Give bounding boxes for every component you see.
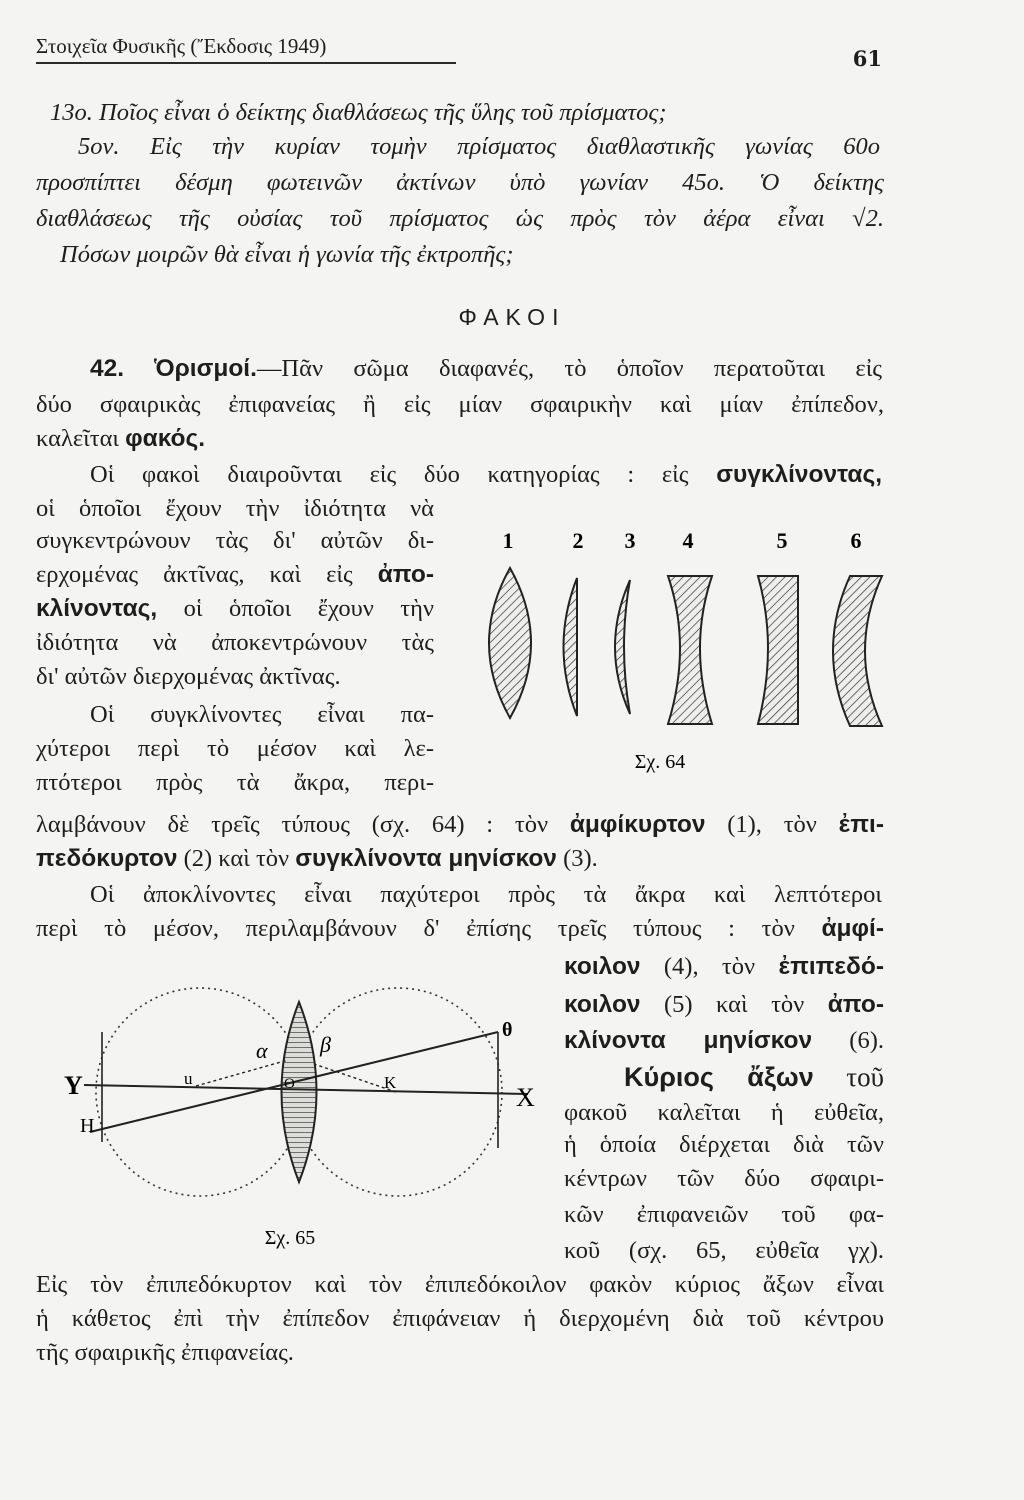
label-alpha: α — [256, 1038, 268, 1063]
label-o: O — [284, 1076, 295, 1092]
categories-line-6: ἰδιότητα νὰ ἀποκεντρώνουν τὰς — [36, 629, 434, 656]
term-diverging-part1: ἀπο- — [377, 561, 435, 588]
definition-line-2: δύο σφαιρικὰς ἐπιφανείας ἢ εἰς μίαν σφαιρικὴν καὶ μίαν ἐπίπεδον, — [36, 391, 884, 418]
sphere-circle-left — [96, 988, 304, 1196]
lens-planoconcave — [758, 576, 798, 724]
diverging-text-5: (6). — [849, 1027, 884, 1054]
biconvex-lens — [282, 1002, 317, 1182]
term-planoconvex-part1: ἐπι- — [838, 811, 885, 838]
figure-64 — [470, 518, 890, 778]
axis-line-5: κῶν ἐπιφανειῶν τοῦ φα- — [564, 1201, 884, 1228]
header-title: Στοιχεῖα Φυσικῆς (Ἔκδοσις 1949) — [36, 34, 327, 58]
diverging-line-2 — [36, 914, 884, 944]
exercise-5-line-4: Πόσων μοιρῶν θὰ εἶναι ἡ γωνία τῆς ἐκτροπῆς; — [60, 241, 514, 268]
label-theta: θ — [502, 1019, 513, 1041]
lens-number-2: 2 — [572, 528, 584, 553]
categories-text-4: ερχομένας ἀκτῖνας, καὶ εἰς — [36, 561, 353, 588]
categories-text-1: Οἱ φακοὶ διαιροῦνται εἰς δύο κατηγορίας : εἰς — [90, 461, 689, 488]
converging-line-3: πτότεροι πρὸς τὰ ἄκρα, περι- — [36, 769, 434, 796]
definition-number: 42. — [90, 355, 125, 382]
final-line-3: τῆς σφαιρικῆς ἐπιφανείας. — [36, 1339, 294, 1366]
converging-line-2: χύτεροι περὶ τὸ μέσον καὶ λε- — [36, 735, 434, 762]
final-line-1: Εἰς τὸν ἐπιπεδόκυρτον καὶ τὸν ἐπιπεδόκοιλον φακὸν κύριος ἄξων εἶναι — [36, 1271, 884, 1298]
term-diverging-meniscus-part2: κλίνοντα μηνίσκον — [564, 1027, 813, 1054]
term-converging-meniscus: συγκλίνοντα μηνίσκον — [295, 845, 557, 872]
axis-line-1 — [624, 1062, 884, 1092]
categories-line-4 — [36, 560, 434, 590]
lens-number-1: 1 — [502, 528, 514, 553]
lens-number-3: 3 — [624, 528, 636, 553]
term-planoconvex-part2: πεδόκυρτον — [36, 845, 178, 872]
figure-65-caption: Σχ. 65 — [264, 1227, 316, 1249]
exercise-5-line-1: 5ον. Εἰς τὴν κυρίαν τομὴν πρίσματος διαθλαστικῆς γωνίας 60ο — [78, 133, 880, 160]
definition-text-3: καλεῖται — [36, 425, 119, 452]
diverging-text-4: (5) καὶ τὸν — [664, 991, 805, 1018]
categories-line-5 — [36, 594, 434, 624]
categories-line-2: οἱ ὁποῖοι ἔχουν τὴν ἰδιότητα νὰ — [36, 495, 434, 522]
term-converging: συγκλίνοντας, — [716, 461, 883, 488]
term-biconcave-part2: κοιλον — [564, 953, 641, 980]
converging-text-4: λαμβάνουν δὲ τρεῖς τύπους (σχ. 64) : τὸν — [36, 811, 549, 838]
converging-text-5: (2) καὶ τὸν — [183, 845, 290, 872]
exercise-13: 13ο. Ποῖος εἶναι ὁ δείκτης διαθλάσεως τῆς ὕλης τοῦ πρίσματος; — [50, 99, 667, 126]
axis-line-4: κέντρων τῶν δύο σφαιρι- — [564, 1165, 884, 1192]
definition-text-1: —Πᾶν σῶμα διαφανές, τὸ ὁποῖον περατοῦται εἰς — [256, 355, 882, 382]
diverging-line-5 — [564, 1026, 884, 1056]
lens-number-4: 4 — [682, 528, 694, 553]
axis-line-6: κοῦ (σχ. 65, εὐθεῖα γχ). — [564, 1237, 884, 1264]
final-line-2: ἡ κάθετος ἐπὶ τὴν ἐπίπεδον ἐπιφάνειαν ἡ διερχομένη διὰ τοῦ κέντρου — [36, 1305, 884, 1332]
lens-converging-meniscus — [615, 580, 630, 714]
term-diverging-meniscus-part1: ἀπο- — [827, 991, 884, 1018]
label-beta: β — [320, 1032, 331, 1057]
term-biconvex: ἀμφίκυρτον — [569, 811, 706, 838]
label-x: X — [516, 1083, 535, 1112]
diverging-line-3 — [564, 952, 884, 982]
categories-text-5: οἱ ὁποῖοι ἔχουν τὴν — [183, 595, 435, 622]
categories-line-1 — [90, 460, 882, 490]
definition-line-3 — [36, 424, 884, 454]
axis-line-2: φακοῦ καλεῖται ἡ εὐθεῖα, — [564, 1099, 884, 1126]
lens-biconvex — [489, 568, 531, 718]
lens-number-6: 6 — [850, 528, 862, 553]
term-planoconcave-part1: ἐπιπεδό- — [778, 953, 885, 980]
figure-65 — [66, 972, 552, 1262]
lens-biconcave — [668, 576, 712, 724]
diverging-text-3: (4), τὸν — [663, 953, 756, 980]
figure-64-caption: Σχ. 64 — [634, 751, 686, 773]
converging-text-5b: (3). — [563, 845, 598, 872]
term-biconcave-part1: ἀμφί- — [821, 915, 885, 942]
converging-line-5 — [36, 844, 884, 874]
lens-diverging-meniscus — [833, 576, 882, 726]
radius-line-a — [196, 1060, 288, 1086]
term-principal-axis: Κύριος ἄξων — [624, 1062, 814, 1092]
lens-planoconvex — [564, 578, 578, 716]
term-planoconcave-part2: κοιλον — [564, 991, 641, 1018]
definition-line-1 — [90, 354, 882, 384]
header-rule — [36, 62, 456, 64]
categories-line-3: συγκεντρώνουν τὰς δι' αὐτῶν δι- — [36, 527, 434, 554]
diverging-line-1: Οἱ ἀποκλίνοντες εἶναι παχύτεροι πρὸς τὰ ἄκρα καὶ λεπτότεροι — [90, 881, 882, 908]
label-h: H — [80, 1115, 95, 1137]
running-header — [36, 30, 882, 74]
axis-text-1: τοῦ — [846, 1062, 884, 1092]
categories-line-7: δι' αὐτῶν διερχομένας ἀκτῖνας. — [36, 663, 341, 690]
label-y: Y — [64, 1071, 83, 1100]
converging-line-1: Οἱ συγκλίνοντες εἶναι πα- — [90, 701, 434, 728]
diverging-line-4 — [564, 990, 884, 1020]
label-k: K — [384, 1073, 397, 1092]
exercise-5-line-3: διαθλάσεως τῆς οὐσίας τοῦ πρίσματος ὡς πρὸς τὸν ἀέρα εἶναι √2. — [36, 205, 884, 232]
term-lens: φακός. — [125, 425, 206, 452]
exercise-5-line-2: προσπίπτει δέσμη φωτεινῶν ἀκτίνων ὑπὸ γωνίαν 45ο. Ὁ δείκτης — [36, 169, 884, 196]
label-u: u — [184, 1069, 193, 1088]
diverging-text-2: περὶ τὸ μέσον, περιλαμβάνουν δ' ἐπίσης τρεῖς τύπους : τὸν — [36, 915, 795, 942]
converging-line-4 — [36, 810, 884, 840]
lens-number-5: 5 — [776, 528, 788, 553]
converging-text-4b: (1), τὸν — [727, 811, 817, 838]
axis-line-3: ἡ ὁποία διέρχεται διὰ τῶν — [564, 1131, 884, 1158]
term-diverging-part2: κλίνοντας, — [36, 595, 158, 622]
page-number: 61 — [852, 46, 882, 71]
section-heading: ΦΑΚΟΙ — [458, 304, 566, 330]
definition-title: Ὁρισμοί. — [154, 355, 257, 382]
